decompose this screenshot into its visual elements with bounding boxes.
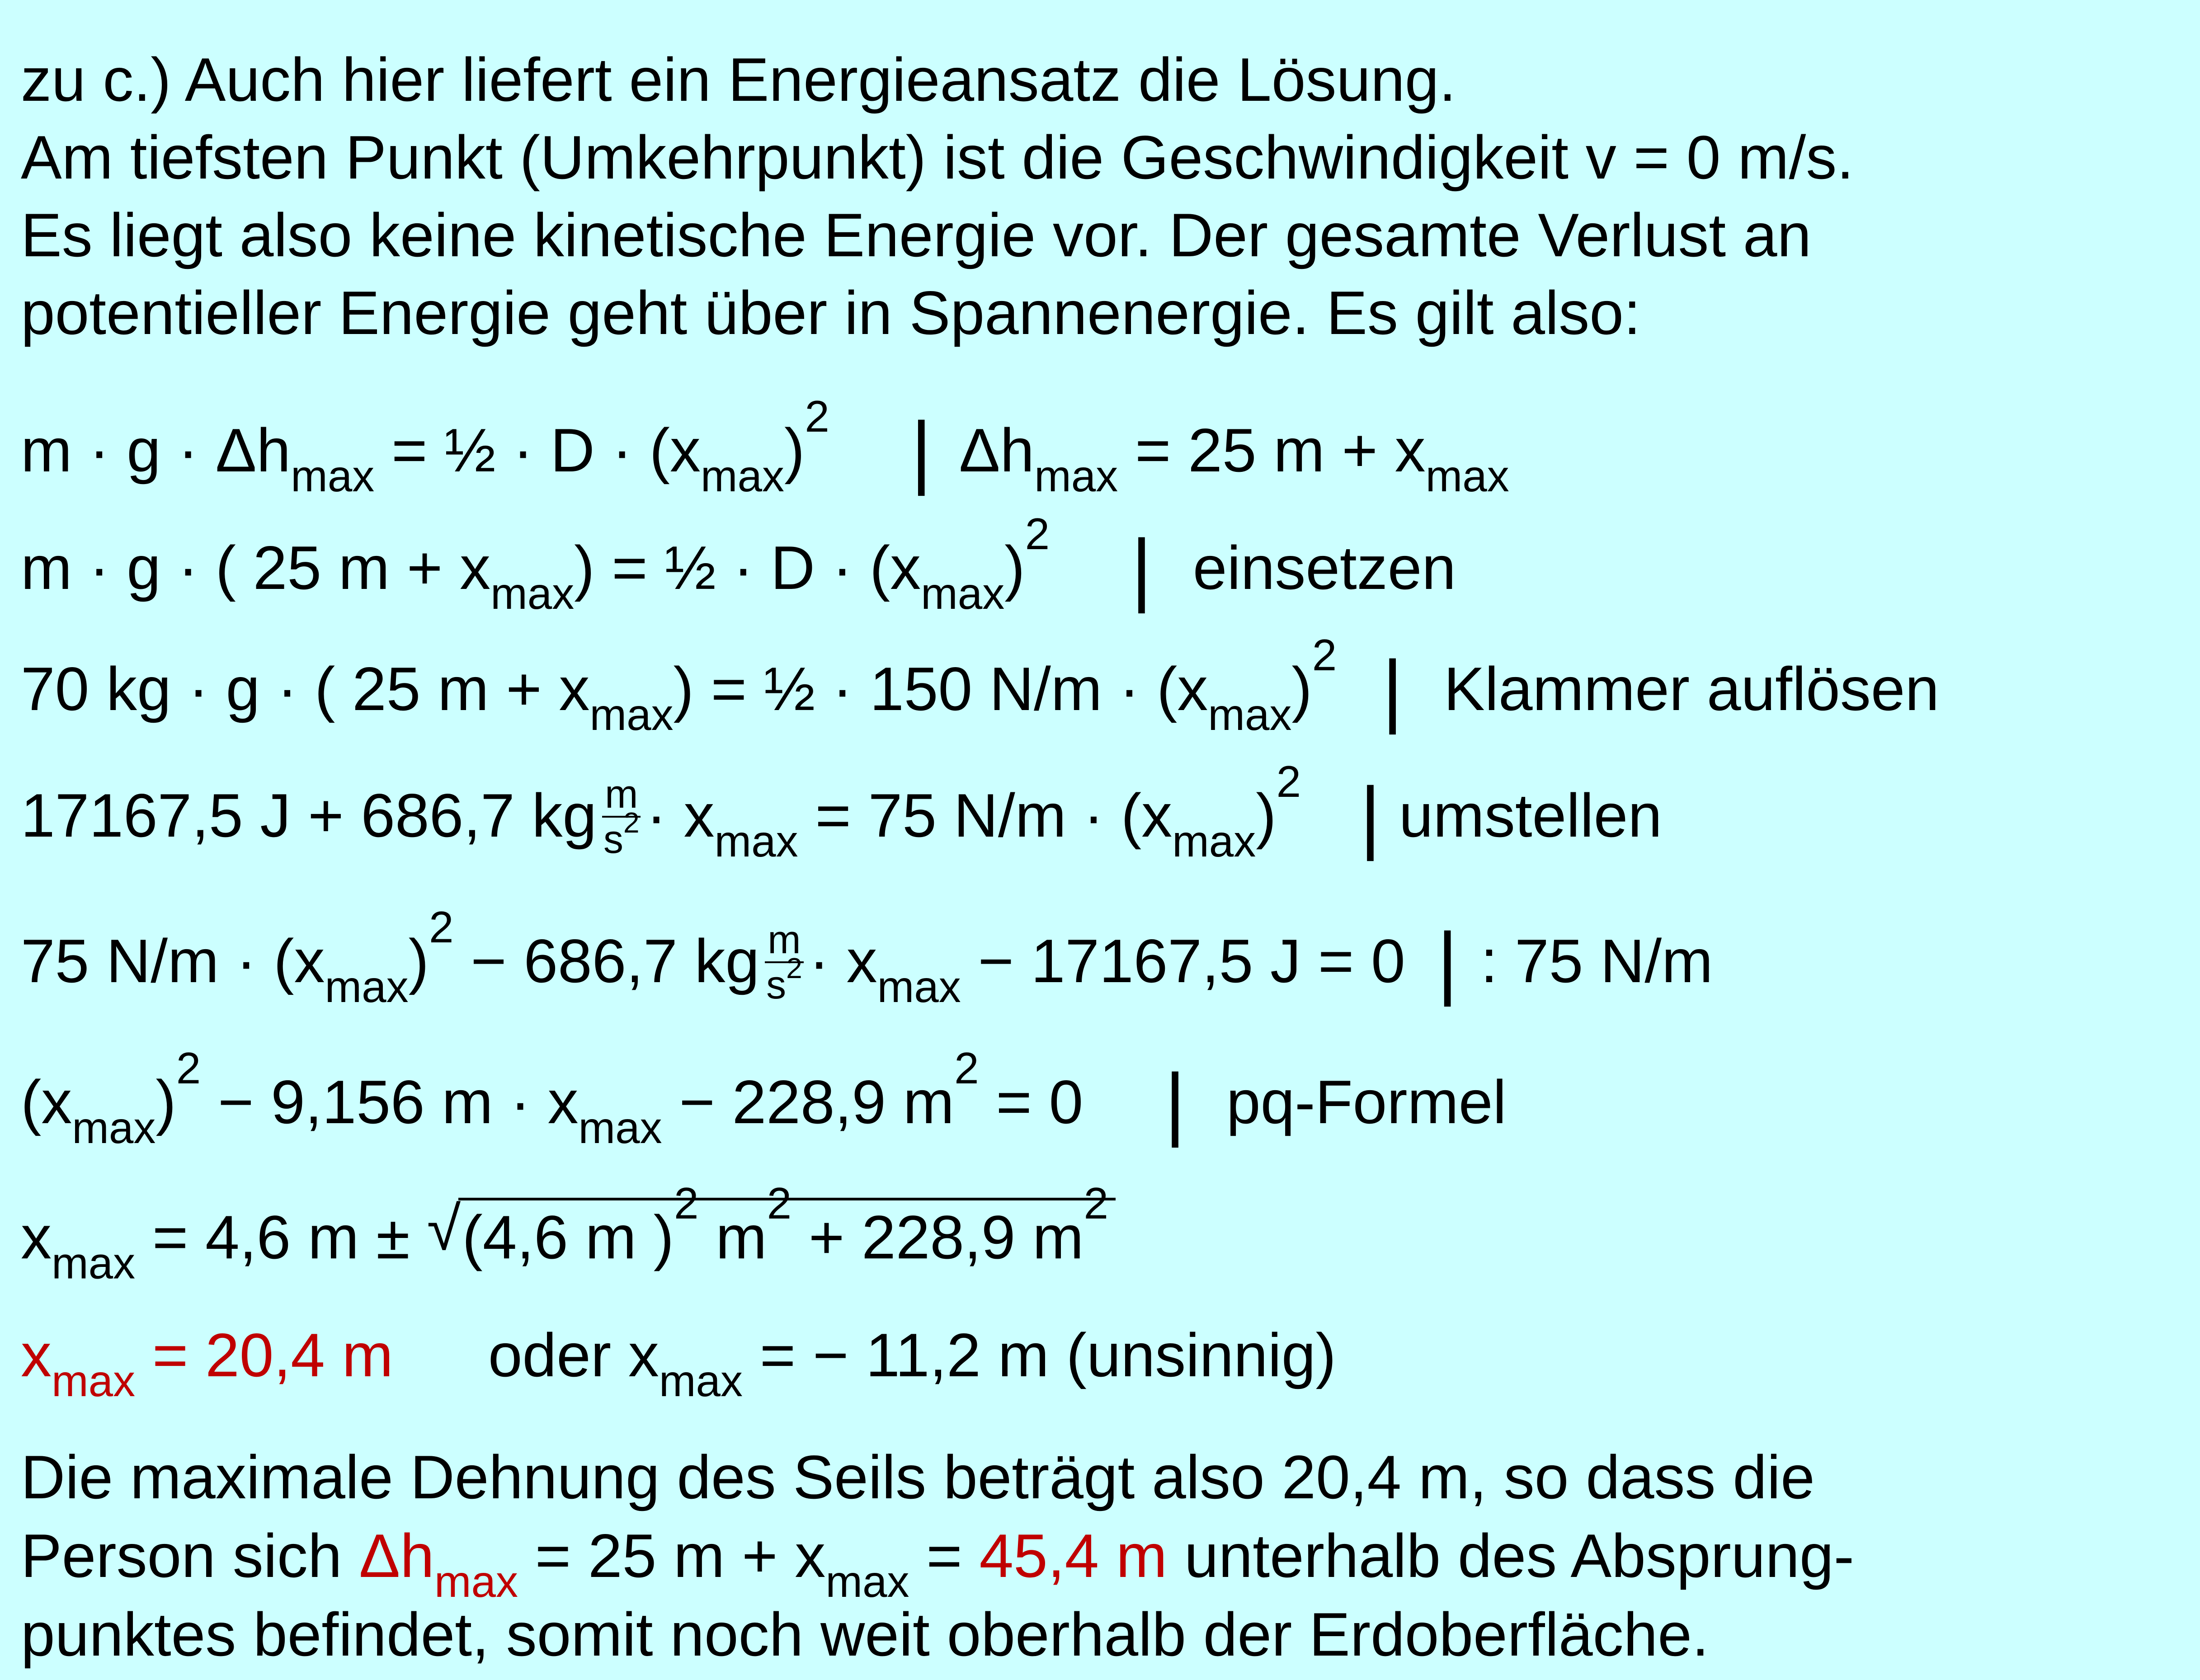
step-note: umstellen	[1399, 781, 1662, 850]
radical-sign: √	[427, 1194, 461, 1263]
conclusion-line-2: Person sich $\Delta h_{max} = 25$ $m + x_{max} = 45,4$ m unterhalb des Absprung-	[21, 1521, 1854, 1607]
fraction-m-per-s2: $\frac{m}{s^2}$	[765, 920, 803, 1005]
step-note: : 75 N/m	[1480, 927, 1713, 995]
separator-bar: |	[1360, 771, 1381, 861]
intro-line-4: potentieller Energie geht über in Spannenergie. Es gilt also:	[21, 278, 1641, 347]
separator-bar: |	[1131, 523, 1152, 614]
equation-1: $m \cdot g \cdot \Delta h_{max}$ = ½ · $D \cdot (x_{max})^2$ | $\Delta h_{max} = 25$ $m + x_{max}$	[21, 391, 1509, 501]
step-note: pq-Formel	[1226, 1068, 1507, 1136]
step-note: Klammer auflösen	[1444, 654, 1940, 723]
equation-7: $x_{max} = 4,6$ m ± √ (4,6 m )$^2$ $m^2 + 228,9$ $m^2$	[21, 1198, 1116, 1268]
fraction-m-per-s2: $\frac{m}{s^2}$	[602, 774, 641, 859]
separator-bar: |	[1437, 916, 1458, 1007]
intro-line-2: Am tiefsten Punkt (Umkehrpunkt) ist die Geschwindigkeit v = 0 m/s.	[21, 123, 1854, 192]
equation-3: 70 kg · g · ( 25 $m + x_{max}$) = ½ · 150 $N/m \cdot (x_{max})^2$ | Klammer auflösen	[21, 630, 1940, 740]
equation-5: 75 $N/m \cdot (x_{max})^2 - 686,7$ kg $\frac{m}{s^2}$ · $x_{max} - 17167,5$ J = 0 | : 75 N/m	[21, 902, 1713, 1012]
square-root: √ (4,6 m )$^2$ $m^2 + 228,9$ $m^2$	[427, 1198, 1116, 1268]
final-answer-highlight: 45,4 m	[979, 1521, 1168, 1590]
equation-6: $(x_{max})^2 - 9,156$ $m \cdot x_{max} - 228,9$ $m^2 = 0$ | pq-Formel	[21, 1043, 1507, 1153]
conclusion-line-1: Die maximale Dehnung des Seils beträgt also 20,4 m, so dass die	[21, 1443, 1815, 1511]
equation-8-result: $x_{max} = 20,4$ m oder $x_{max}$ = − 11,2 m (unsinnig)	[21, 1321, 1336, 1406]
equation-4: 17167,5 J + 686,7 kg $\frac{m}{s^2}$ · $x_{max} = 75$ $N/m \cdot (x_{max})^2$ | umstellen	[21, 756, 1662, 866]
step-note: einsetzen	[1192, 533, 1456, 602]
conclusion-line-3: punktes befindet, somit noch weit oberhalb der Erdoberfläche.	[21, 1600, 1709, 1669]
separator-bar: |	[1164, 1057, 1186, 1148]
intro-line-3: Es liegt also keine kinetische Energie vor. Der gesamte Verlust an	[21, 201, 1812, 269]
separator-bar: |	[1382, 644, 1404, 735]
intro-line-1: zu c.) Auch hier liefert ein Energieansatz die Lösung.	[21, 45, 1456, 114]
result-highlight: $x_{max} = 20,4$ m	[21, 1321, 393, 1406]
separator-bar: |	[910, 405, 932, 496]
equation-2: m · g · ( 25 $m + x_{max}$) = ½ · $D \cdot (x_{max})^2$ | einsetzen	[21, 508, 1456, 619]
